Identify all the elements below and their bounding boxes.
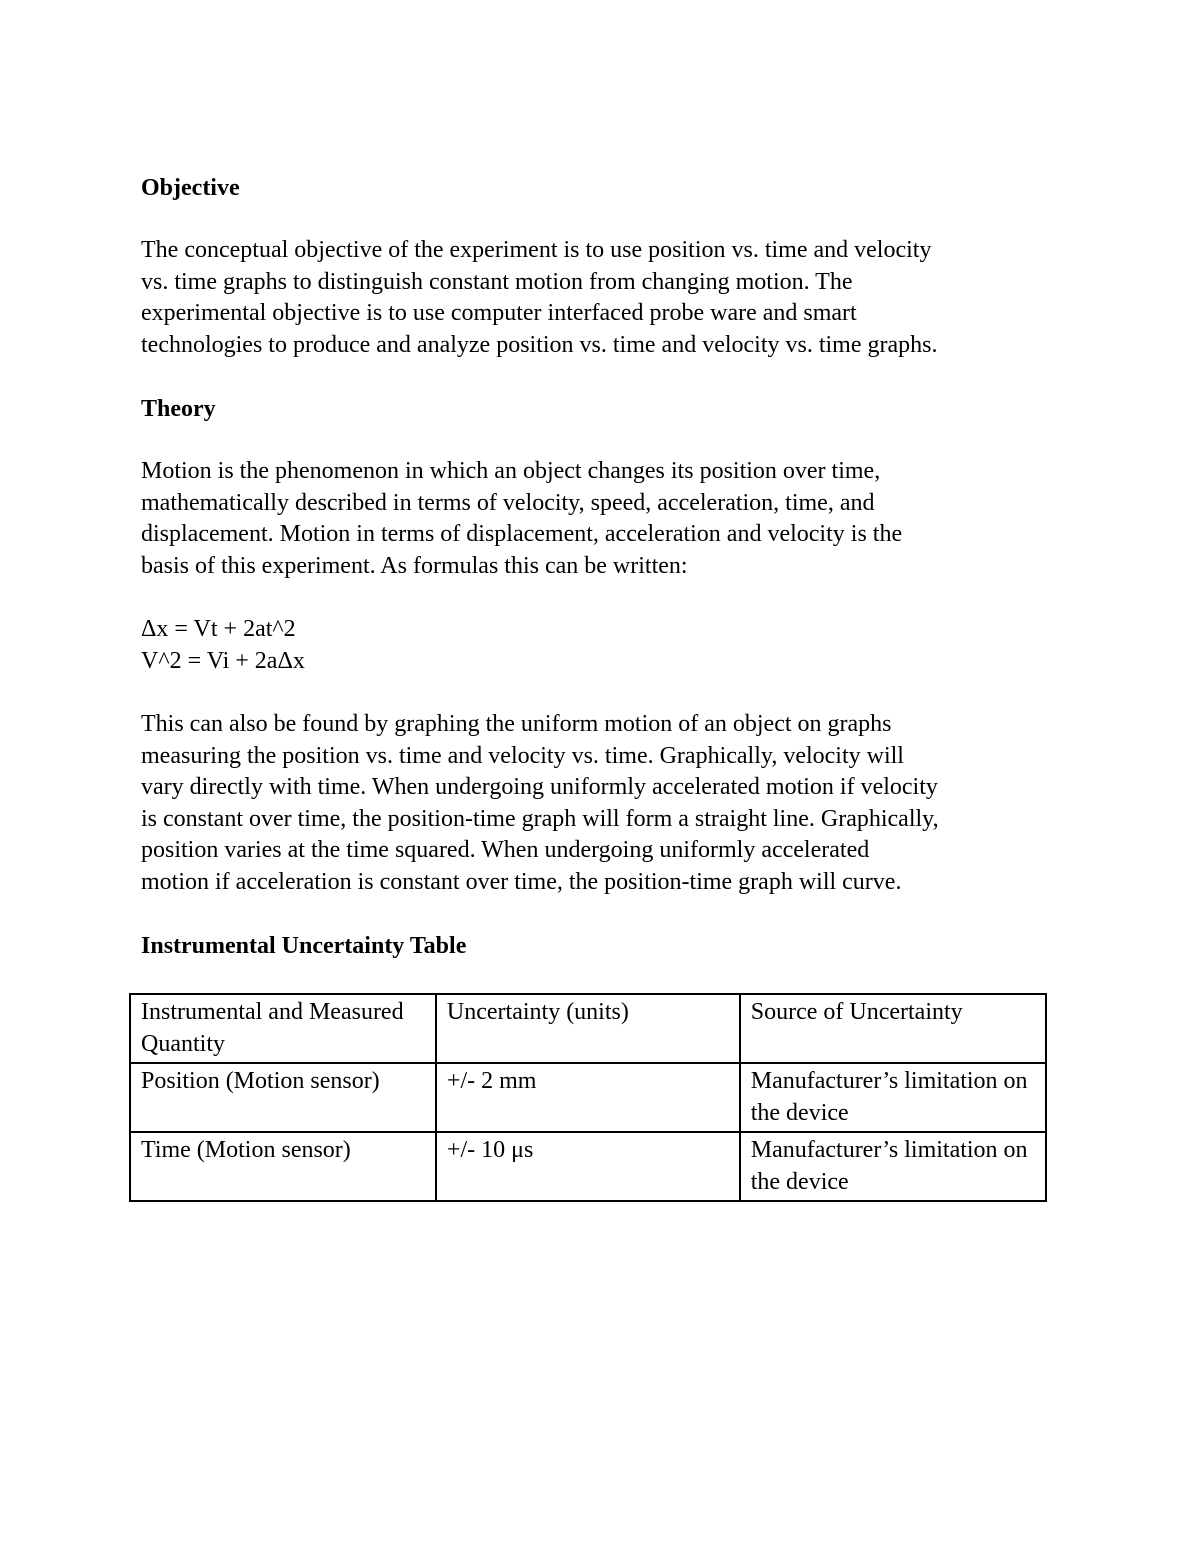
document-page	[141, 172, 1061, 962]
theory-line: vary directly with time. When undergoing uniformly accelerated motion if velocity	[141, 774, 938, 800]
uncertainty-heading: Instrumental Uncertainty Table	[141, 933, 467, 959]
table-header-cell: Source of Uncertainty	[740, 994, 1046, 1063]
table-row	[130, 1063, 1046, 1132]
table-cell: +/- 10 μs	[436, 1132, 740, 1201]
uncertainty-table	[129, 993, 1047, 1202]
formula-velocity: V^2 = Vi + 2aΔx	[141, 647, 305, 674]
theory-line: This can also be found by graphing the uniform motion of an object on graphs	[141, 711, 892, 737]
theory-line: displacement. Motion in terms of displacement, acceleration and velocity is the	[141, 521, 903, 547]
objective-line: experimental objective is to use computer interfaced probe ware and smart	[141, 300, 857, 326]
table-cell: Time (Motion sensor)	[130, 1132, 436, 1201]
theory-line: mathematically described in terms of velocity, speed, acceleration, time, and	[141, 489, 875, 516]
theory-line: basis of this experiment. As formulas this can be written:	[141, 552, 688, 579]
table-row	[130, 1132, 1046, 1201]
theory-line: is constant over time, the position-time graph will form a straight line. Graphically,	[141, 805, 939, 832]
objective-heading: Objective	[141, 175, 240, 201]
table-header-cell: Instrumental and Measured Quantity	[130, 994, 436, 1063]
theory-line: Motion is the phenomenon in which an object changes its position over time,	[141, 458, 881, 484]
table-cell: +/- 2 mm	[436, 1063, 740, 1132]
table-cell: Manufacturer’s limitation on the device	[740, 1063, 1046, 1132]
objective-line: vs. time graphs to distinguish constant motion from changing motion. The	[141, 268, 853, 295]
formula-displacement: Δx = Vt + 2at^2	[141, 616, 296, 642]
theory-line: position varies at the time squared. When undergoing uniformly accelerated	[141, 837, 870, 863]
theory-line: motion if acceleration is constant over time, the position-time graph will curve.	[141, 868, 902, 895]
objective-line: technologies to produce and analyze position vs. time and velocity vs. time graphs.	[141, 331, 938, 358]
table-cell: Manufacturer’s limitation on the device	[740, 1132, 1046, 1201]
table-cell: Position (Motion sensor)	[130, 1063, 436, 1132]
table-header-row	[130, 994, 1046, 1063]
theory-heading: Theory	[141, 396, 216, 422]
table-header-cell: Uncertainty (units)	[436, 994, 740, 1063]
objective-line: The conceptual objective of the experiment is to use position vs. time and velocity	[141, 237, 932, 263]
theory-line: measuring the position vs. time and velocity vs. time. Graphically, velocity will	[141, 742, 904, 769]
